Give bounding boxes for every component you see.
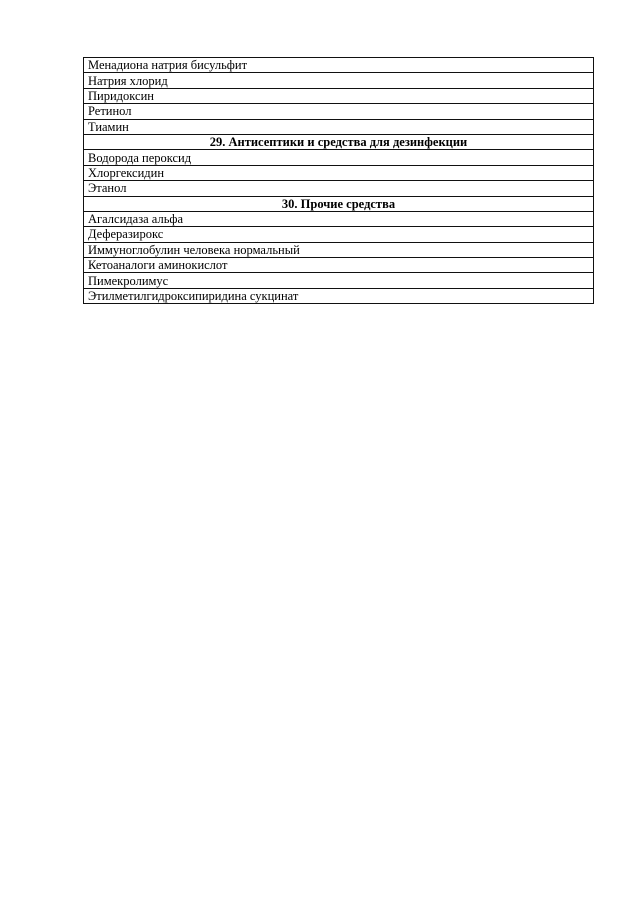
drug-name-cell: Хлоргексидин [84,165,594,180]
drug-name-cell: Деферазирокс [84,227,594,242]
drug-name-cell: Водорода пероксид [84,150,594,165]
table-row [84,58,594,73]
drug-name-cell: Пиридоксин [84,88,594,103]
drug-name-cell: Менадиона натрия бисульфит [84,58,594,73]
table-row [84,211,594,226]
drug-list-table [83,57,594,304]
drug-name-cell: Ретинол [84,104,594,119]
drug-name-cell: Тиамин [84,119,594,134]
drug-name-cell: Кетоаналоги аминокислот [84,258,594,273]
section-header-row [84,196,594,211]
table-row [84,88,594,103]
table-row [84,150,594,165]
table-row [84,181,594,196]
table-row [84,119,594,134]
section-heading-antiseptics: 29. Антисептики и средства для дезинфекции [84,134,594,149]
table-row [84,288,594,303]
table-row [84,104,594,119]
table-row [84,165,594,180]
drug-list-body [84,58,594,304]
drug-name-cell: Этанол [84,181,594,196]
drug-name-cell: Натрия хлорид [84,73,594,88]
drug-name-cell: Агалсидаза альфа [84,211,594,226]
drug-name-cell: Пимекролимус [84,273,594,288]
table-row [84,273,594,288]
drug-name-cell: Этилметилгидроксипиридина сукцинат [84,288,594,303]
table-row [84,258,594,273]
section-header-row [84,134,594,149]
table-row [84,73,594,88]
table-row [84,242,594,257]
table-row [84,227,594,242]
section-heading-other: 30. Прочие средства [84,196,594,211]
drug-name-cell: Иммуноглобулин человека нормальный [84,242,594,257]
